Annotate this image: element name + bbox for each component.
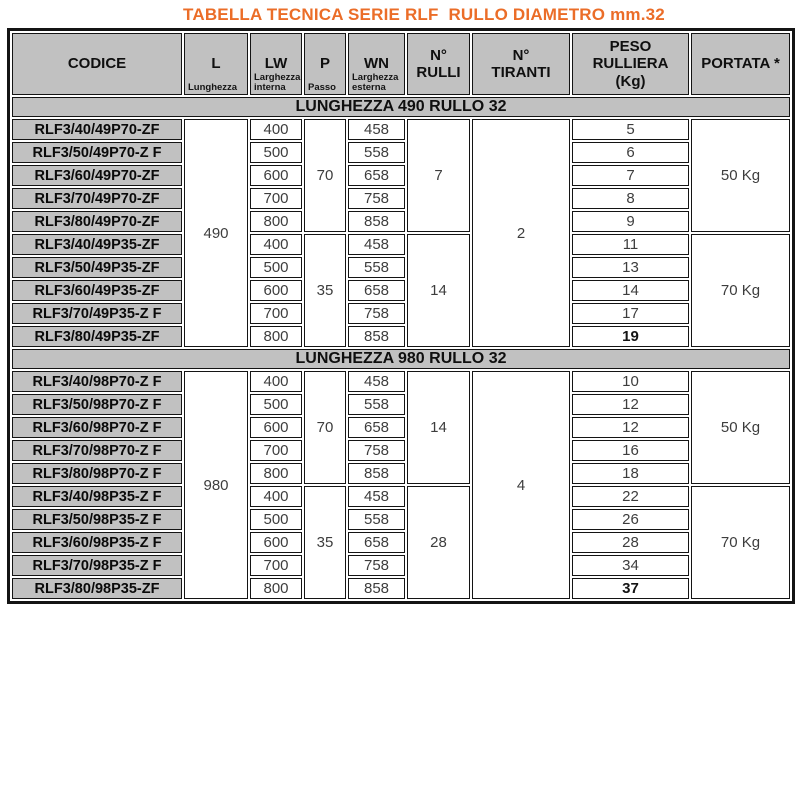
peso-cell: 12	[572, 394, 689, 415]
code-cell: RLF3/40/49P35-ZF	[12, 234, 182, 255]
wn-cell: 858	[348, 211, 405, 232]
l-cell: 490	[184, 119, 248, 347]
lw-cell: 700	[250, 303, 302, 324]
wn-cell: 458	[348, 119, 405, 140]
lw-label: LW	[264, 55, 288, 73]
table-row	[12, 234, 790, 255]
peso-cell: 16	[572, 440, 689, 461]
peso-cell: 5	[572, 119, 689, 140]
wn-cell: 658	[348, 280, 405, 301]
table-row	[12, 326, 790, 347]
lw-cell: 800	[250, 578, 302, 599]
lw-cell: 400	[250, 234, 302, 255]
wn-cell: 758	[348, 555, 405, 576]
lw-cell: 600	[250, 532, 302, 553]
lw-cell: 800	[250, 326, 302, 347]
table-row	[12, 394, 790, 415]
spec-table	[7, 28, 795, 604]
peso-cell: 19	[572, 326, 689, 347]
peso-cell: 14	[572, 280, 689, 301]
rulli-cell: 7	[407, 119, 470, 232]
wn-cell: 558	[348, 394, 405, 415]
table-row	[12, 486, 790, 507]
header-row	[12, 33, 790, 95]
table-row	[12, 417, 790, 438]
peso-cell: 13	[572, 257, 689, 278]
section-band: LUNGHEZZA 490 RULLO 32	[12, 97, 790, 117]
wn-cell: 758	[348, 188, 405, 209]
rulli-label-line2: RULLI	[416, 64, 461, 81]
code-cell: RLF3/40/98P70-Z F	[12, 371, 182, 392]
lw-cell: 500	[250, 257, 302, 278]
peso-cell: 11	[572, 234, 689, 255]
code-cell: RLF3/50/49P35-ZF	[12, 257, 182, 278]
codice-label: CODICE	[67, 55, 127, 73]
wn-cell: 558	[348, 257, 405, 278]
col-header-lw	[250, 33, 302, 95]
peso-label-line3: (Kg)	[615, 72, 646, 90]
table-row	[12, 371, 790, 392]
l-label: L	[211, 55, 221, 73]
p-cell: 35	[304, 486, 346, 599]
p-cell: 35	[304, 234, 346, 347]
portata-label: PORTATA *	[701, 55, 780, 73]
wn-cell: 458	[348, 234, 405, 255]
code-cell: RLF3/60/98P70-Z F	[12, 417, 182, 438]
col-header-tiranti	[472, 33, 570, 95]
code-cell: RLF3/80/49P70-ZF	[12, 211, 182, 232]
lw-cell: 400	[250, 486, 302, 507]
lw-sublabel: Larghezza interna	[254, 71, 301, 93]
code-cell: RLF3/70/49P35-Z F	[12, 303, 182, 324]
code-cell: RLF3/80/98P70-Z F	[12, 463, 182, 484]
p-cell: 70	[304, 371, 346, 484]
table-row	[12, 555, 790, 576]
code-cell: RLF3/50/98P70-Z F	[12, 394, 182, 415]
peso-cell: 34	[572, 555, 689, 576]
wn-cell: 758	[348, 303, 405, 324]
peso-cell: 28	[572, 532, 689, 553]
lw-cell: 500	[250, 142, 302, 163]
col-header-p	[304, 33, 346, 95]
table-row	[12, 578, 790, 599]
table-row	[12, 211, 790, 232]
l-cell: 980	[184, 371, 248, 599]
peso-cell: 26	[572, 509, 689, 530]
code-cell: RLF3/70/49P70-ZF	[12, 188, 182, 209]
table-row	[12, 142, 790, 163]
code-cell: RLF3/50/98P35-Z F	[12, 509, 182, 530]
lw-cell: 400	[250, 371, 302, 392]
lw-cell: 600	[250, 280, 302, 301]
peso-cell: 7	[572, 165, 689, 186]
p-label: P	[319, 55, 330, 73]
portata-cell: 70 Kg	[691, 234, 790, 347]
lw-cell: 800	[250, 463, 302, 484]
code-cell: RLF3/70/98P35-Z F	[12, 555, 182, 576]
lw-cell: 500	[250, 509, 302, 530]
peso-cell: 9	[572, 211, 689, 232]
table-row	[12, 509, 790, 530]
wn-cell: 858	[348, 463, 405, 484]
rulli-label-line1: N°	[430, 46, 447, 64]
section-band-row	[12, 349, 790, 369]
section-band: LUNGHEZZA 980 RULLO 32	[12, 349, 790, 369]
wn-cell: 558	[348, 142, 405, 163]
peso-cell: 10	[572, 371, 689, 392]
wn-cell: 558	[348, 509, 405, 530]
peso-label-line1: PESO	[609, 38, 652, 56]
lw-cell: 700	[250, 440, 302, 461]
table-row	[12, 463, 790, 484]
lw-cell: 800	[250, 211, 302, 232]
table-row	[12, 165, 790, 186]
col-header-codice	[12, 33, 182, 95]
table-row	[12, 440, 790, 461]
wn-label: WN	[364, 55, 389, 73]
code-cell: RLF3/60/49P70-ZF	[12, 165, 182, 186]
p-sublabel: Passo	[308, 81, 336, 93]
peso-cell: 18	[572, 463, 689, 484]
col-header-rulli	[407, 33, 470, 95]
lw-cell: 700	[250, 555, 302, 576]
wn-cell: 858	[348, 578, 405, 599]
rulli-cell: 28	[407, 486, 470, 599]
table-row	[12, 532, 790, 553]
wn-cell: 458	[348, 486, 405, 507]
tiranti-label-line1: N°	[512, 46, 530, 64]
rulli-cell: 14	[407, 234, 470, 347]
code-cell: RLF3/80/98P35-ZF	[12, 578, 182, 599]
code-cell: RLF3/40/49P70-ZF	[12, 119, 182, 140]
wn-cell: 758	[348, 440, 405, 461]
lw-cell: 700	[250, 188, 302, 209]
wn-cell: 458	[348, 371, 405, 392]
page-title: TABELLA TECNICA SERIE RLF RULLO DIAMETRO mm.32	[183, 5, 665, 24]
wn-cell: 658	[348, 165, 405, 186]
peso-cell: 22	[572, 486, 689, 507]
wn-cell: 658	[348, 532, 405, 553]
code-cell: RLF3/70/98P70-Z F	[12, 440, 182, 461]
col-header-portata	[691, 33, 790, 95]
code-cell: RLF3/80/49P35-ZF	[12, 326, 182, 347]
peso-cell: 17	[572, 303, 689, 324]
table-row	[12, 303, 790, 324]
section-band-row	[12, 97, 790, 117]
lw-cell: 600	[250, 165, 302, 186]
wn-cell: 658	[348, 417, 405, 438]
lw-cell: 500	[250, 394, 302, 415]
table-row	[12, 280, 790, 301]
col-header-peso	[572, 33, 689, 95]
tiranti-label-line2: TIRANTI	[491, 64, 551, 81]
portata-cell: 50 Kg	[691, 371, 790, 484]
peso-cell: 8	[572, 188, 689, 209]
lw-cell: 400	[250, 119, 302, 140]
code-cell: RLF3/50/49P70-Z F	[12, 142, 182, 163]
tiranti-cell: 2	[472, 119, 570, 347]
code-cell: RLF3/60/98P35-Z F	[12, 532, 182, 553]
table-row	[12, 119, 790, 140]
table-row	[12, 188, 790, 209]
peso-cell: 37	[572, 578, 689, 599]
rulli-cell: 14	[407, 371, 470, 484]
portata-cell: 70 Kg	[691, 486, 790, 599]
table-row	[12, 257, 790, 278]
l-sublabel: Lunghezza	[188, 81, 238, 93]
lw-cell: 600	[250, 417, 302, 438]
col-header-wn	[348, 33, 405, 95]
p-cell: 70	[304, 119, 346, 232]
wn-cell: 858	[348, 326, 405, 347]
peso-label-line2: RULLIERA	[592, 55, 669, 73]
tiranti-cell: 4	[472, 371, 570, 599]
col-header-l	[184, 33, 248, 95]
wn-sublabel: Larghezza esterna	[352, 71, 399, 93]
peso-cell: 6	[572, 142, 689, 163]
code-cell: RLF3/40/98P35-Z F	[12, 486, 182, 507]
portata-cell: 50 Kg	[691, 119, 790, 232]
peso-cell: 12	[572, 417, 689, 438]
code-cell: RLF3/60/49P35-ZF	[12, 280, 182, 301]
